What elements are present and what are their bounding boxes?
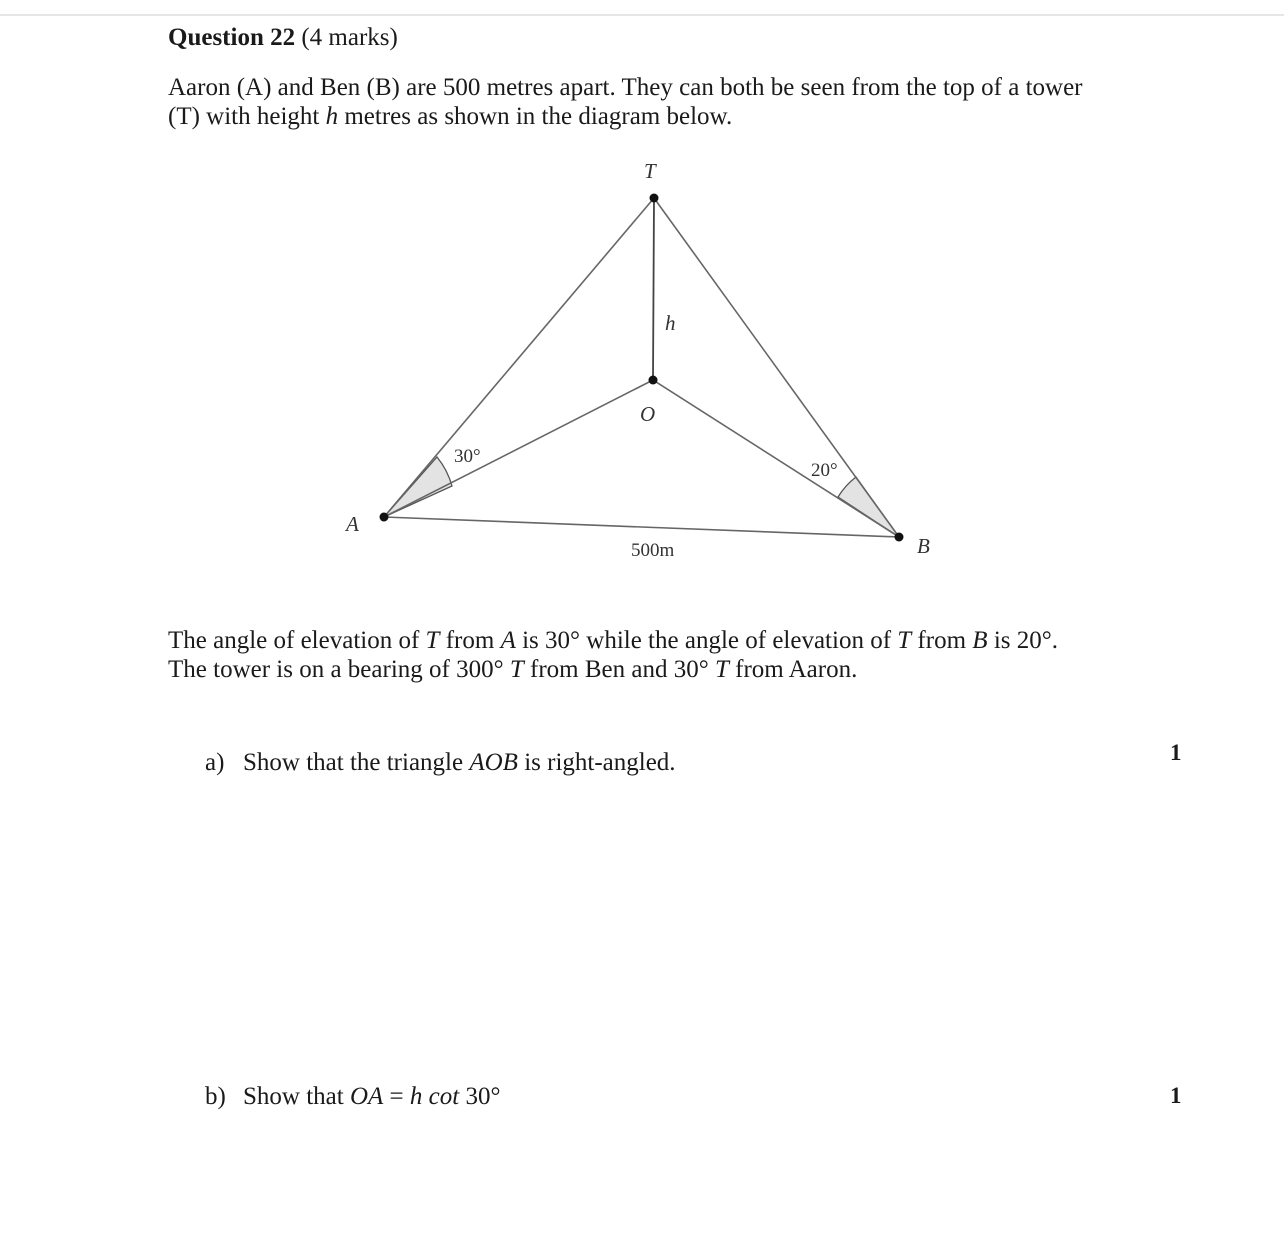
info-var-t3: T <box>509 656 524 683</box>
point-o <box>649 376 658 385</box>
label-h: h <box>665 311 676 335</box>
info-paragraph <box>168 626 1168 684</box>
info-text-6: The tower is on a bearing of 300° <box>168 656 510 683</box>
part-a-label: a) <box>205 749 225 776</box>
label-a: A <box>346 512 359 536</box>
part-b-text-pre: Show that <box>243 1083 350 1110</box>
info-var-t4: T <box>714 656 729 683</box>
intro-line-2-pre: (T) with height <box>168 103 326 130</box>
label-t: T <box>644 159 656 183</box>
info-text-3: is 30° while the angle of elevation of <box>515 627 898 654</box>
line-ao <box>384 380 656 517</box>
part-a <box>205 749 676 777</box>
info-var-t2: T <box>897 627 912 654</box>
question-number: Question 22 <box>168 24 296 51</box>
point-b <box>895 533 904 542</box>
info-text-8: from Aaron. <box>728 656 858 683</box>
part-a-text-post: is right-angled. <box>517 749 676 776</box>
info-var-a: A <box>500 627 516 654</box>
point-t <box>650 194 659 203</box>
intro-line-2-post: metres as shown in the diagram below. <box>338 103 733 130</box>
part-a-var: AOB <box>469 749 518 776</box>
part-b-var-hcot: h cot <box>409 1083 460 1110</box>
intro-var-h: h <box>325 103 339 130</box>
line-at <box>384 198 654 517</box>
question-marks: (4 marks) <box>301 24 398 51</box>
part-b-equals: = <box>383 1083 410 1110</box>
label-o: O <box>640 402 656 426</box>
part-b-var-oa: OA <box>349 1083 384 1110</box>
line-to-height <box>653 198 654 380</box>
part-b-text-post: 30° <box>459 1083 501 1110</box>
label-angle-a: 30° <box>454 446 481 467</box>
info-text-2: from <box>439 627 501 654</box>
info-text-1: The angle of elevation of <box>168 627 426 654</box>
intro-line-1: Aaron (A) and Ben (B) are 500 metres apart. They can both be seen from the top of a tower <box>168 74 1083 101</box>
line-ob <box>653 380 899 537</box>
info-text-4: from <box>911 627 973 654</box>
label-angle-b: 20° <box>811 460 838 481</box>
label-b: B <box>917 534 930 558</box>
part-a-marks: 1 <box>1170 740 1182 765</box>
point-a <box>380 513 389 522</box>
angle-b-shade <box>838 477 899 537</box>
part-b-label: b) <box>205 1083 226 1110</box>
info-var-b: B <box>972 627 988 654</box>
part-a-text-pre: Show that the triangle <box>243 749 470 776</box>
info-text-7: from Ben and 30° <box>523 656 715 683</box>
line-ab <box>384 517 899 537</box>
info-text-5: is 20°. <box>987 627 1058 654</box>
info-var-t1: T <box>425 627 440 654</box>
label-distance: 500m <box>631 540 675 561</box>
line-tb <box>654 198 899 537</box>
part-b <box>205 1083 500 1111</box>
part-b-marks: 1 <box>1170 1083 1182 1108</box>
